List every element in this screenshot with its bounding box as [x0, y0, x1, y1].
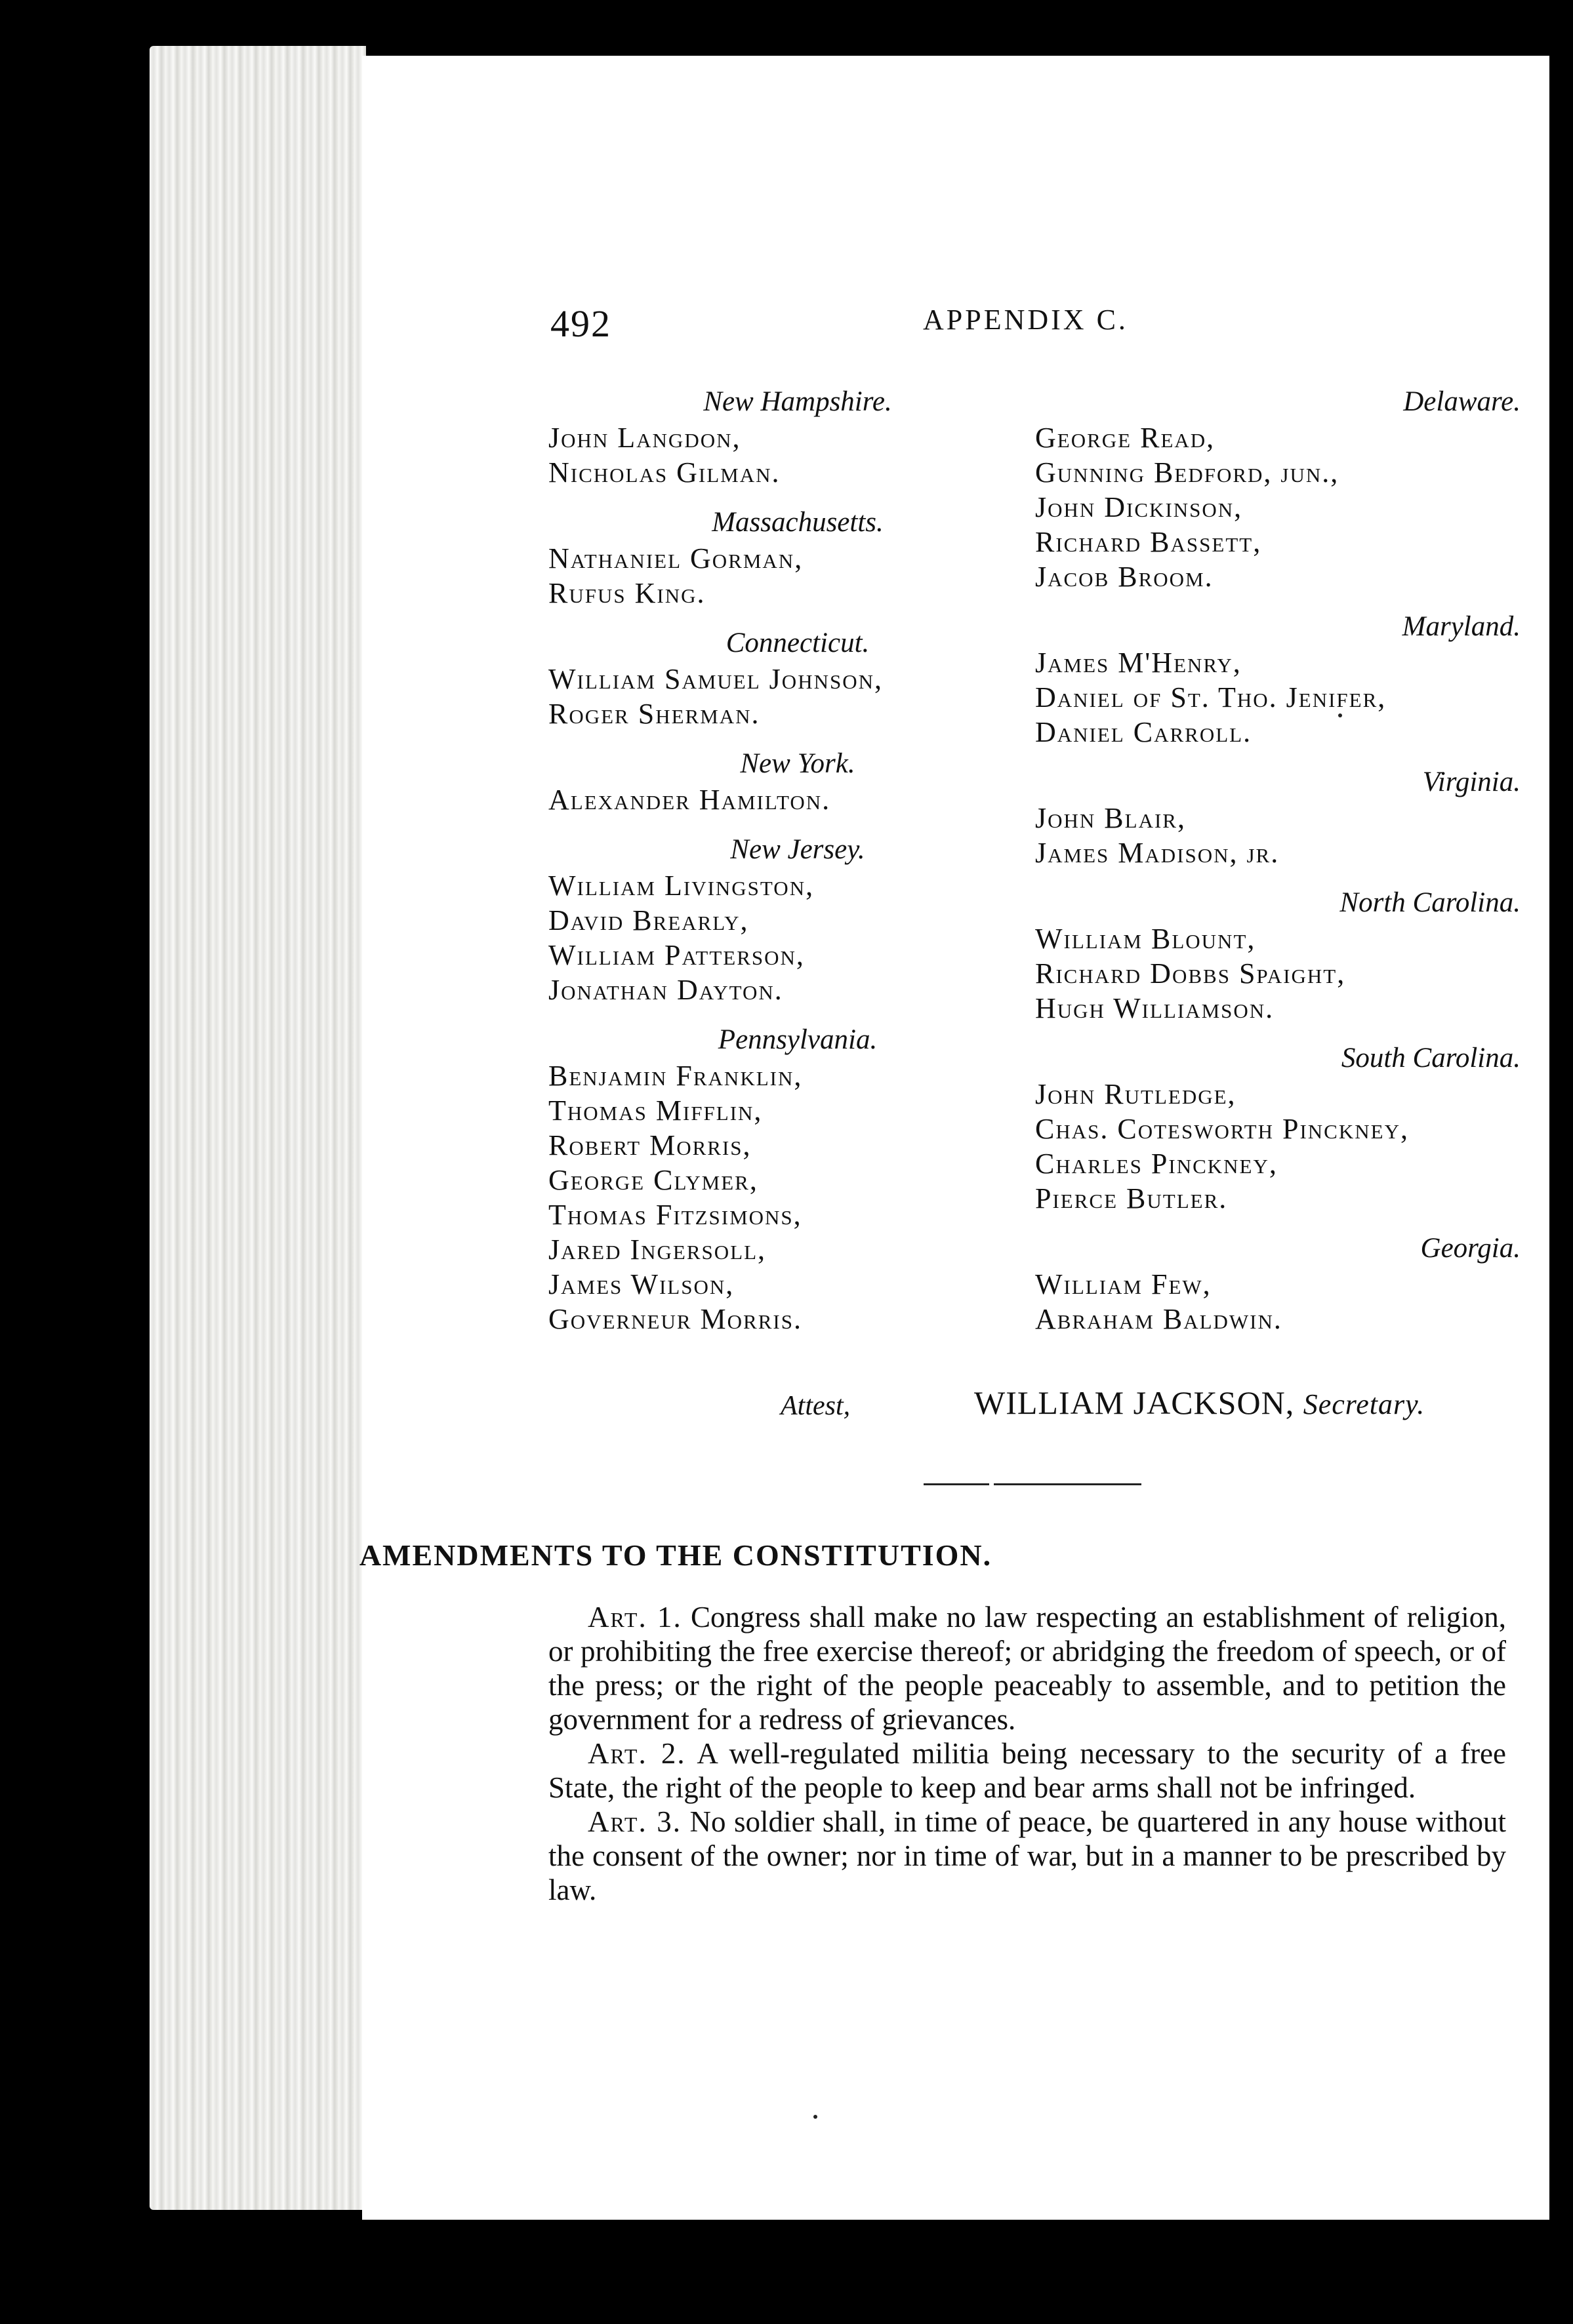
signers-right-column — [1035, 384, 1560, 1336]
section-divider — [924, 1483, 989, 1485]
signer-name: Gunning Bedford, jun., — [1035, 456, 1339, 489]
secretary-name: WILLIAM JACKSON, — [974, 1384, 1295, 1421]
state-heading: Massachusetts. — [712, 507, 884, 538]
state-group — [548, 746, 1008, 817]
article-label: Art. 2. — [588, 1737, 686, 1770]
signer-name: Robert Morris, — [548, 1129, 752, 1161]
signer-name: John Langdon, — [548, 422, 741, 454]
book-page-edges — [150, 46, 366, 2210]
state-group — [548, 1022, 1008, 1336]
signer-name: William Patterson, — [548, 939, 805, 971]
secretary-role: Secretary. — [1303, 1388, 1425, 1420]
state-group — [1035, 1230, 1560, 1336]
signer-name: Hugh Williamson. — [1035, 992, 1275, 1024]
signer-name: Jonathan Dayton. — [548, 974, 783, 1006]
signer-name: Alexander Hamilton. — [548, 784, 831, 816]
attest-label: Attest, — [781, 1391, 851, 1421]
signer-name: Richard Dobbs Spaight, — [1035, 957, 1346, 990]
state-group — [548, 384, 1008, 490]
signer-name: Thomas Mifflin, — [548, 1094, 763, 1127]
state-heading: New Jersey. — [730, 834, 865, 865]
signer-name: Jacob Broom. — [1035, 561, 1214, 593]
state-heading: Maryland. — [1402, 611, 1521, 642]
amendment-article — [548, 1600, 1506, 1736]
article-label: Art. 1. — [588, 1601, 682, 1633]
state-group — [548, 625, 1008, 731]
signer-name: William Blount, — [1035, 923, 1256, 955]
signer-name: Governeur Morris. — [548, 1303, 802, 1335]
attestation-signature — [974, 1384, 1425, 1422]
signer-name: Daniel of St. Tho. Jenifer, — [1035, 681, 1387, 713]
signer-name: Thomas Fitzsimons, — [548, 1199, 802, 1231]
state-group — [548, 831, 1008, 1007]
signer-name: Richard Bassett, — [1035, 526, 1262, 558]
state-heading: Virginia. — [1422, 767, 1521, 797]
signer-name: Abraham Baldwin. — [1035, 1303, 1282, 1335]
signer-name: Charles Pinckney, — [1035, 1148, 1278, 1180]
state-heading: North Carolina. — [1339, 887, 1521, 918]
signer-name: George Clymer, — [548, 1164, 758, 1196]
signer-name: James Wilson, — [548, 1268, 735, 1300]
state-heading: Pennsylvania. — [718, 1024, 878, 1055]
state-heading: Georgia. — [1420, 1233, 1521, 1264]
signer-name: Nicholas Gilman. — [548, 456, 781, 489]
signer-name: Daniel Carroll. — [1035, 716, 1252, 748]
state-heading: Connecticut. — [725, 628, 870, 658]
section-divider — [994, 1483, 1141, 1485]
print-speck — [1338, 713, 1342, 717]
signer-name: Nathaniel Gorman, — [548, 542, 804, 574]
signer-name: John Rutledge, — [1035, 1078, 1236, 1110]
signer-name: James Madison, jr. — [1035, 837, 1280, 869]
signer-name: Pierce Butler. — [1035, 1182, 1228, 1214]
signer-name: Roger Sherman. — [548, 698, 760, 730]
article-label: Art. 3. — [588, 1805, 682, 1838]
signer-name: James M'Henry, — [1035, 647, 1242, 679]
signer-name: George Read, — [1035, 422, 1216, 454]
signer-name: John Blair, — [1035, 802, 1186, 834]
state-group — [1035, 1040, 1560, 1216]
article-text: No soldier shall, in time of peace, be quartered in any house without the consent of the owner; nor in time of war, but in a manner to be prescribed by law. — [548, 1805, 1507, 1906]
signers-left-column — [548, 384, 1008, 1336]
signer-name: Rufus King. — [548, 577, 706, 609]
state-group — [1035, 384, 1560, 594]
state-heading: New York. — [740, 748, 855, 779]
signer-name: William Few, — [1035, 1268, 1212, 1300]
signer-name: William Livingston, — [548, 870, 815, 902]
state-group — [1035, 609, 1560, 750]
article-text: Congress shall make no law respecting an establishment of religion, or prohibiting the free exercise thereof; or abridging the freedom of speech, or of the press; or the right of the people peaceably to assemble, and to petition the government for a redress of grievances. — [548, 1601, 1506, 1736]
page-title: APPENDIX C. — [923, 304, 1128, 336]
amendment-article — [548, 1736, 1506, 1805]
amendments-text — [548, 1600, 1506, 1907]
signer-name: William Samuel Johnson, — [548, 663, 883, 695]
state-group — [548, 504, 1008, 611]
state-group — [1035, 764, 1560, 870]
state-heading: New Hampshire. — [703, 386, 892, 417]
amendments-heading: AMENDMENTS TO THE CONSTITUTION. — [359, 1538, 992, 1572]
state-heading: South Carolina. — [1341, 1043, 1521, 1073]
signer-name: Benjamin Franklin, — [548, 1060, 803, 1092]
article-text: A well-regulated militia being necessary to the security of a free State, the right of the people to keep and bear arms shall not be infringed. — [548, 1737, 1506, 1804]
running-header — [362, 243, 1549, 345]
page-number: 492 — [550, 302, 611, 345]
print-speck — [813, 2115, 817, 2119]
signer-name: David Brearly, — [548, 904, 749, 936]
signer-name: Chas. Cotesworth Pinckney, — [1035, 1113, 1409, 1145]
signer-name: Jared Ingersoll, — [548, 1233, 767, 1266]
amendment-article — [548, 1805, 1506, 1907]
state-heading: Delaware. — [1403, 386, 1521, 417]
state-group — [1035, 885, 1560, 1026]
signer-name: John Dickinson, — [1035, 491, 1243, 523]
